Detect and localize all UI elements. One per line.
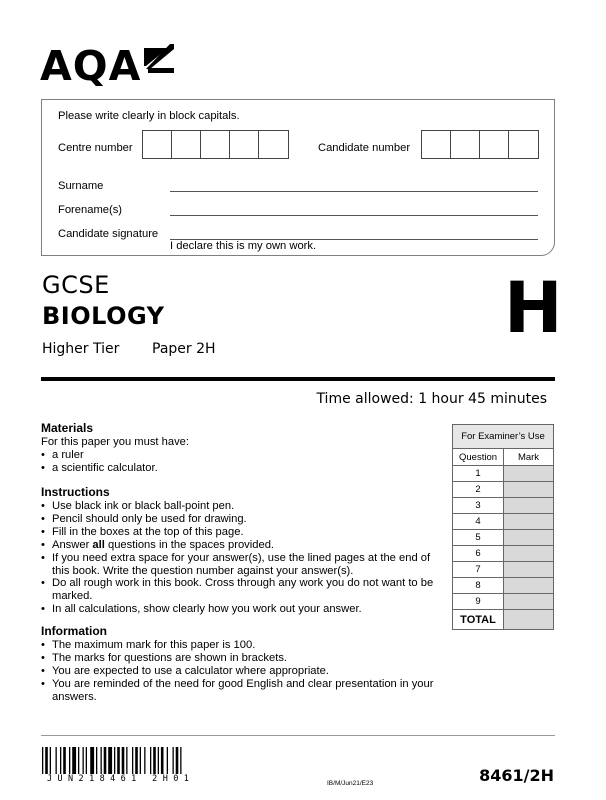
list-item: • If you need extra space for your answer(s), use the lined pages at the end of this book. Write the question number against your answer(s). xyxy=(41,552,441,578)
list-item: • The maximum mark for this paper is 100. xyxy=(41,639,441,652)
list-item: • a scientific calculator. xyxy=(41,462,441,475)
list-item: • The marks for questions are shown in brackets. xyxy=(41,652,441,665)
mark-cell xyxy=(504,562,554,578)
barcode-bar xyxy=(126,747,127,774)
barcode-bar xyxy=(135,747,138,774)
list-item: • Use black ink or black ball-point pen. xyxy=(41,500,441,513)
table-row xyxy=(453,594,554,610)
list-item: • You are reminded of the need for good English and clear presentation in your answers. xyxy=(41,678,441,704)
list-item: • a ruler xyxy=(41,449,441,462)
tier-label: Higher Tier xyxy=(42,341,120,357)
barcode-bar xyxy=(101,747,102,774)
title-divider xyxy=(41,377,555,381)
table-row xyxy=(453,482,554,498)
barcode-bar xyxy=(63,747,66,774)
barcode-bar xyxy=(117,747,120,774)
barcode-bar xyxy=(45,747,48,774)
barcode xyxy=(42,747,254,774)
table-row xyxy=(453,530,554,546)
qualification-title: GCSE xyxy=(42,271,110,299)
table-row xyxy=(453,578,554,594)
materials-intro: For this paper you must have: xyxy=(41,436,189,448)
barcode-bar xyxy=(56,747,57,774)
candidate-number-digit-box[interactable] xyxy=(451,131,480,158)
centre-number-digit-box[interactable] xyxy=(230,131,259,158)
question-number-cell: 3 xyxy=(453,498,504,514)
forename-label: Forename(s) xyxy=(58,204,123,216)
barcode-bar xyxy=(114,747,115,774)
paper-label: Paper 2H xyxy=(152,341,216,357)
information-section xyxy=(41,624,441,704)
mark-cell xyxy=(504,498,554,514)
barcode-bar xyxy=(96,747,97,774)
information-heading: Information xyxy=(41,624,107,638)
candidate-number-label: Candidate number xyxy=(318,142,411,154)
total-label: TOTAL xyxy=(453,610,504,630)
barcode-bar xyxy=(50,747,51,774)
mark-column-header: Mark xyxy=(504,449,554,466)
list-item: • Answer all questions in the spaces provided. xyxy=(41,539,441,552)
barcode-bar xyxy=(176,747,179,774)
emphasis: all xyxy=(92,538,105,551)
mark-cell xyxy=(504,546,554,562)
barcode-bar xyxy=(108,747,112,774)
mark-cell xyxy=(504,578,554,594)
barcode-bar xyxy=(150,747,151,774)
barcode-bar xyxy=(167,747,168,774)
examiner-table-title: For Examiner’s Use xyxy=(453,425,554,449)
centre-number-label: Centre number xyxy=(58,142,133,154)
question-number-cell: 1 xyxy=(453,466,504,482)
barcode-bar xyxy=(132,747,133,774)
tier-letter: H xyxy=(504,267,563,349)
question-number-cell: 8 xyxy=(453,578,504,594)
forename-field[interactable] xyxy=(170,215,538,216)
barcode-bar xyxy=(42,747,43,774)
centre-number-boxes[interactable] xyxy=(142,130,289,159)
centre-number-digit-box[interactable] xyxy=(201,131,230,158)
information-list xyxy=(41,639,441,704)
mark-cell xyxy=(504,482,554,498)
question-number-cell: 4 xyxy=(453,514,504,530)
paper-reference: IB/M/Jun21/E23 xyxy=(327,780,374,787)
table-row xyxy=(453,498,554,514)
barcode-bar xyxy=(60,747,61,774)
barcode-bar xyxy=(104,747,107,774)
candidate-number-digit-box[interactable] xyxy=(480,131,509,158)
materials-list xyxy=(41,449,441,475)
list-item: • Do all rough work in this book. Cross through any work you do not want to be marked. xyxy=(41,577,441,603)
barcode-bar xyxy=(90,747,94,774)
aqa-swoosh-icon xyxy=(140,44,174,74)
mark-cell xyxy=(504,594,554,610)
total-mark-cell xyxy=(504,610,554,630)
barcode-bar xyxy=(69,747,70,774)
barcode-bar xyxy=(140,747,141,774)
list-item: • Fill in the boxes at the top of this page. xyxy=(41,526,441,539)
materials-section xyxy=(41,421,441,475)
table-row xyxy=(453,562,554,578)
signature-label: Candidate signature xyxy=(58,228,159,240)
barcode-bar xyxy=(180,747,181,774)
table-row xyxy=(453,466,554,482)
barcode-bar xyxy=(173,747,174,774)
centre-number-digit-box[interactable] xyxy=(143,131,172,158)
list-item: • Pencil should only be used for drawing. xyxy=(41,513,441,526)
mark-cell xyxy=(504,514,554,530)
surname-label: Surname xyxy=(58,180,104,192)
list-item: • You are expected to use a calculator where appropriate. xyxy=(41,665,441,678)
candidate-number-digit-box[interactable] xyxy=(509,131,538,158)
candidate-details-box xyxy=(41,99,555,256)
barcode-bar xyxy=(83,747,84,774)
barcode-bar xyxy=(86,747,87,774)
table-row xyxy=(453,514,554,530)
instructions-section xyxy=(41,485,441,616)
instructions-list xyxy=(41,500,441,616)
candidate-number-boxes[interactable] xyxy=(421,130,539,159)
declaration-text: I declare this is my own work. xyxy=(170,240,317,252)
barcode-bar xyxy=(78,747,79,774)
logo-text: AQA xyxy=(40,42,142,90)
instructions-heading: Instructions xyxy=(41,485,110,499)
question-number-cell: 2 xyxy=(453,482,504,498)
barcode-bar xyxy=(122,747,125,774)
question-number-cell: 6 xyxy=(453,546,504,562)
barcode-bar xyxy=(158,747,159,774)
subject-title: BIOLOGY xyxy=(42,302,165,330)
mark-cell xyxy=(504,466,554,482)
question-number-cell: 7 xyxy=(453,562,504,578)
barcode-bar xyxy=(161,747,164,774)
time-allowed: Time allowed: 1 hour 45 minutes xyxy=(316,391,547,407)
question-number-cell: 5 xyxy=(453,530,504,546)
block-capitals-instruction: Please write clearly in block capitals. xyxy=(58,110,240,122)
list-item: • In all calculations, show clearly how you work out your answer. xyxy=(41,603,441,616)
examiner-table-rows xyxy=(453,466,554,610)
paper-code: 8461/2H xyxy=(479,766,554,785)
surname-field[interactable] xyxy=(170,191,538,192)
aqa-logo xyxy=(40,44,175,88)
mark-cell xyxy=(504,530,554,546)
barcode-bar xyxy=(153,747,156,774)
centre-number-digit-box[interactable] xyxy=(259,131,288,158)
barcode-bar xyxy=(144,747,145,774)
question-column-header: Question xyxy=(453,449,504,466)
barcode-text: JUN218461 2H01 xyxy=(47,774,195,784)
question-number-cell: 9 xyxy=(453,594,504,610)
candidate-number-digit-box[interactable] xyxy=(422,131,451,158)
barcode-bar xyxy=(72,747,76,774)
examiner-use-table xyxy=(452,424,554,630)
centre-number-digit-box[interactable] xyxy=(172,131,201,158)
footer-divider xyxy=(41,735,555,736)
materials-heading: Materials xyxy=(41,421,94,435)
table-row xyxy=(453,546,554,562)
